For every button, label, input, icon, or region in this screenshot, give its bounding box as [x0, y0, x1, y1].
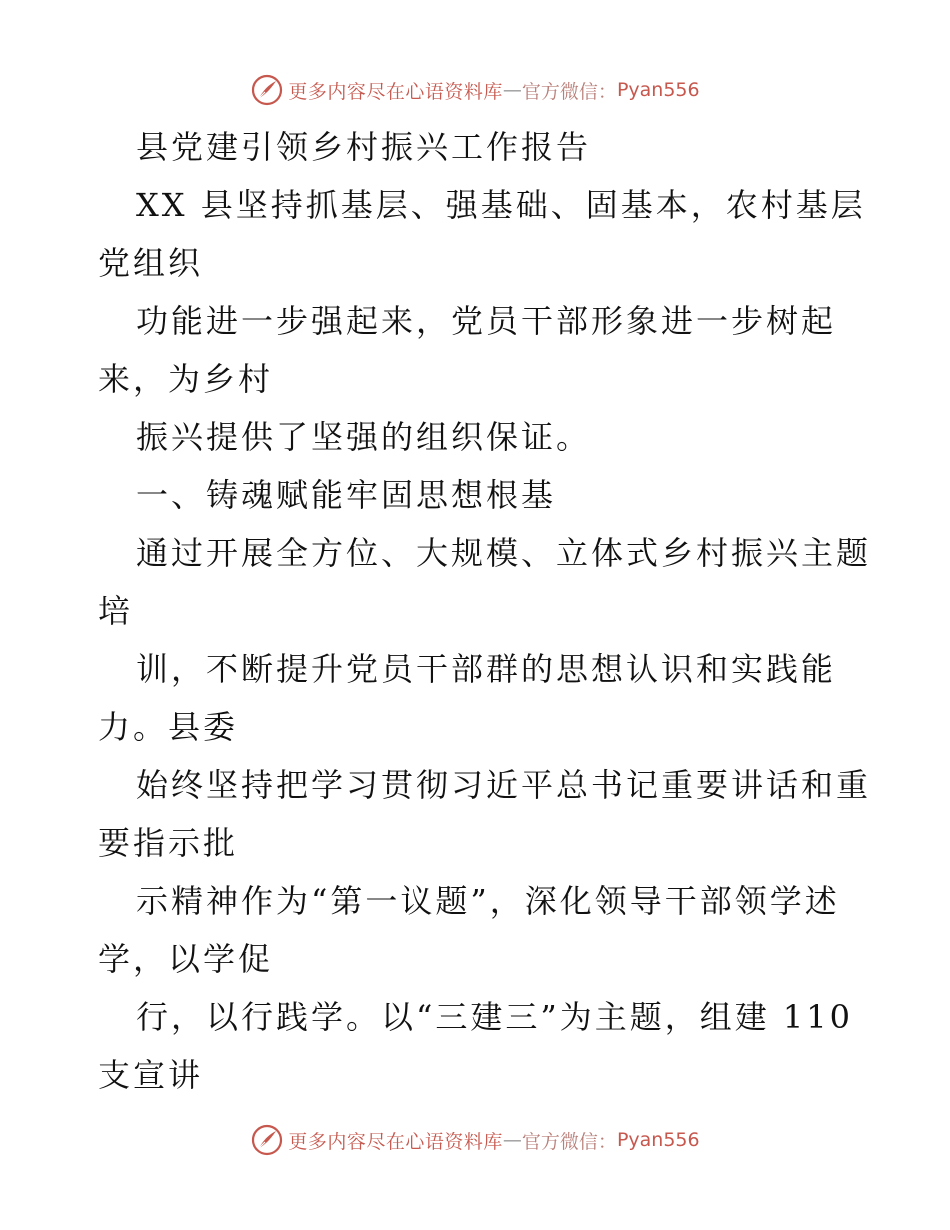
paragraph-line: XX 县坚持抓基层、强基础、固基本，农村基层: [136, 186, 866, 224]
feather-pen-logo-icon: [250, 1123, 284, 1157]
paragraph-line: 党组织: [98, 244, 204, 282]
paragraph-line: 要指示批: [98, 824, 239, 862]
paragraph-line: 来，为乡村: [98, 360, 274, 398]
header-watermark-banner: [0, 70, 950, 110]
document-body: [98, 118, 872, 1104]
feather-pen-logo-icon: [250, 73, 284, 107]
paragraph-line: 始终坚持把学习贯彻习近平总书记重要讲话和重: [136, 766, 872, 804]
paragraph-line: 功能进一步强起来，党员干部形象进一步树起: [136, 302, 837, 340]
paragraph-line: 力。县委: [98, 708, 239, 746]
banner-wechat-label: 官方微信：: [521, 80, 617, 103]
banner-main-text: 更多内容尽在心语资料库: [288, 80, 503, 103]
paragraph-line: 示精神作为“第一议题”，深化领导干部领学述: [136, 882, 840, 920]
banner-wechat-label: 官方微信：: [521, 1130, 617, 1153]
banner-wechat-id: Pyan556: [616, 1129, 700, 1151]
paragraph-line: 振兴提供了坚强的组织保证。: [136, 418, 592, 456]
paragraph-line: 行，以行践学。以“三建三”为主题，组建 110: [136, 998, 853, 1036]
banner-main-text: 更多内容尽在心语资料库: [288, 1130, 503, 1153]
banner-dash: —: [502, 1129, 522, 1151]
section-heading: 一、铸魂赋能牢固思想根基: [136, 476, 557, 514]
paragraph-line: 训，不断提升党员干部群的思想认识和实践能: [136, 650, 837, 688]
banner-wechat-id: Pyan556: [616, 79, 700, 101]
banner-dash: —: [502, 79, 522, 101]
paragraph-line: 通过开展全方位、大规模、立体式乡村振兴主题: [136, 534, 872, 572]
paragraph-line: 培: [98, 592, 134, 630]
paragraph-line: 支宣讲: [98, 1056, 204, 1094]
document-title: 县党建引领乡村振兴工作报告: [136, 128, 592, 166]
footer-watermark-banner: [0, 1120, 950, 1160]
paragraph-line: 学，以学促: [98, 940, 274, 978]
